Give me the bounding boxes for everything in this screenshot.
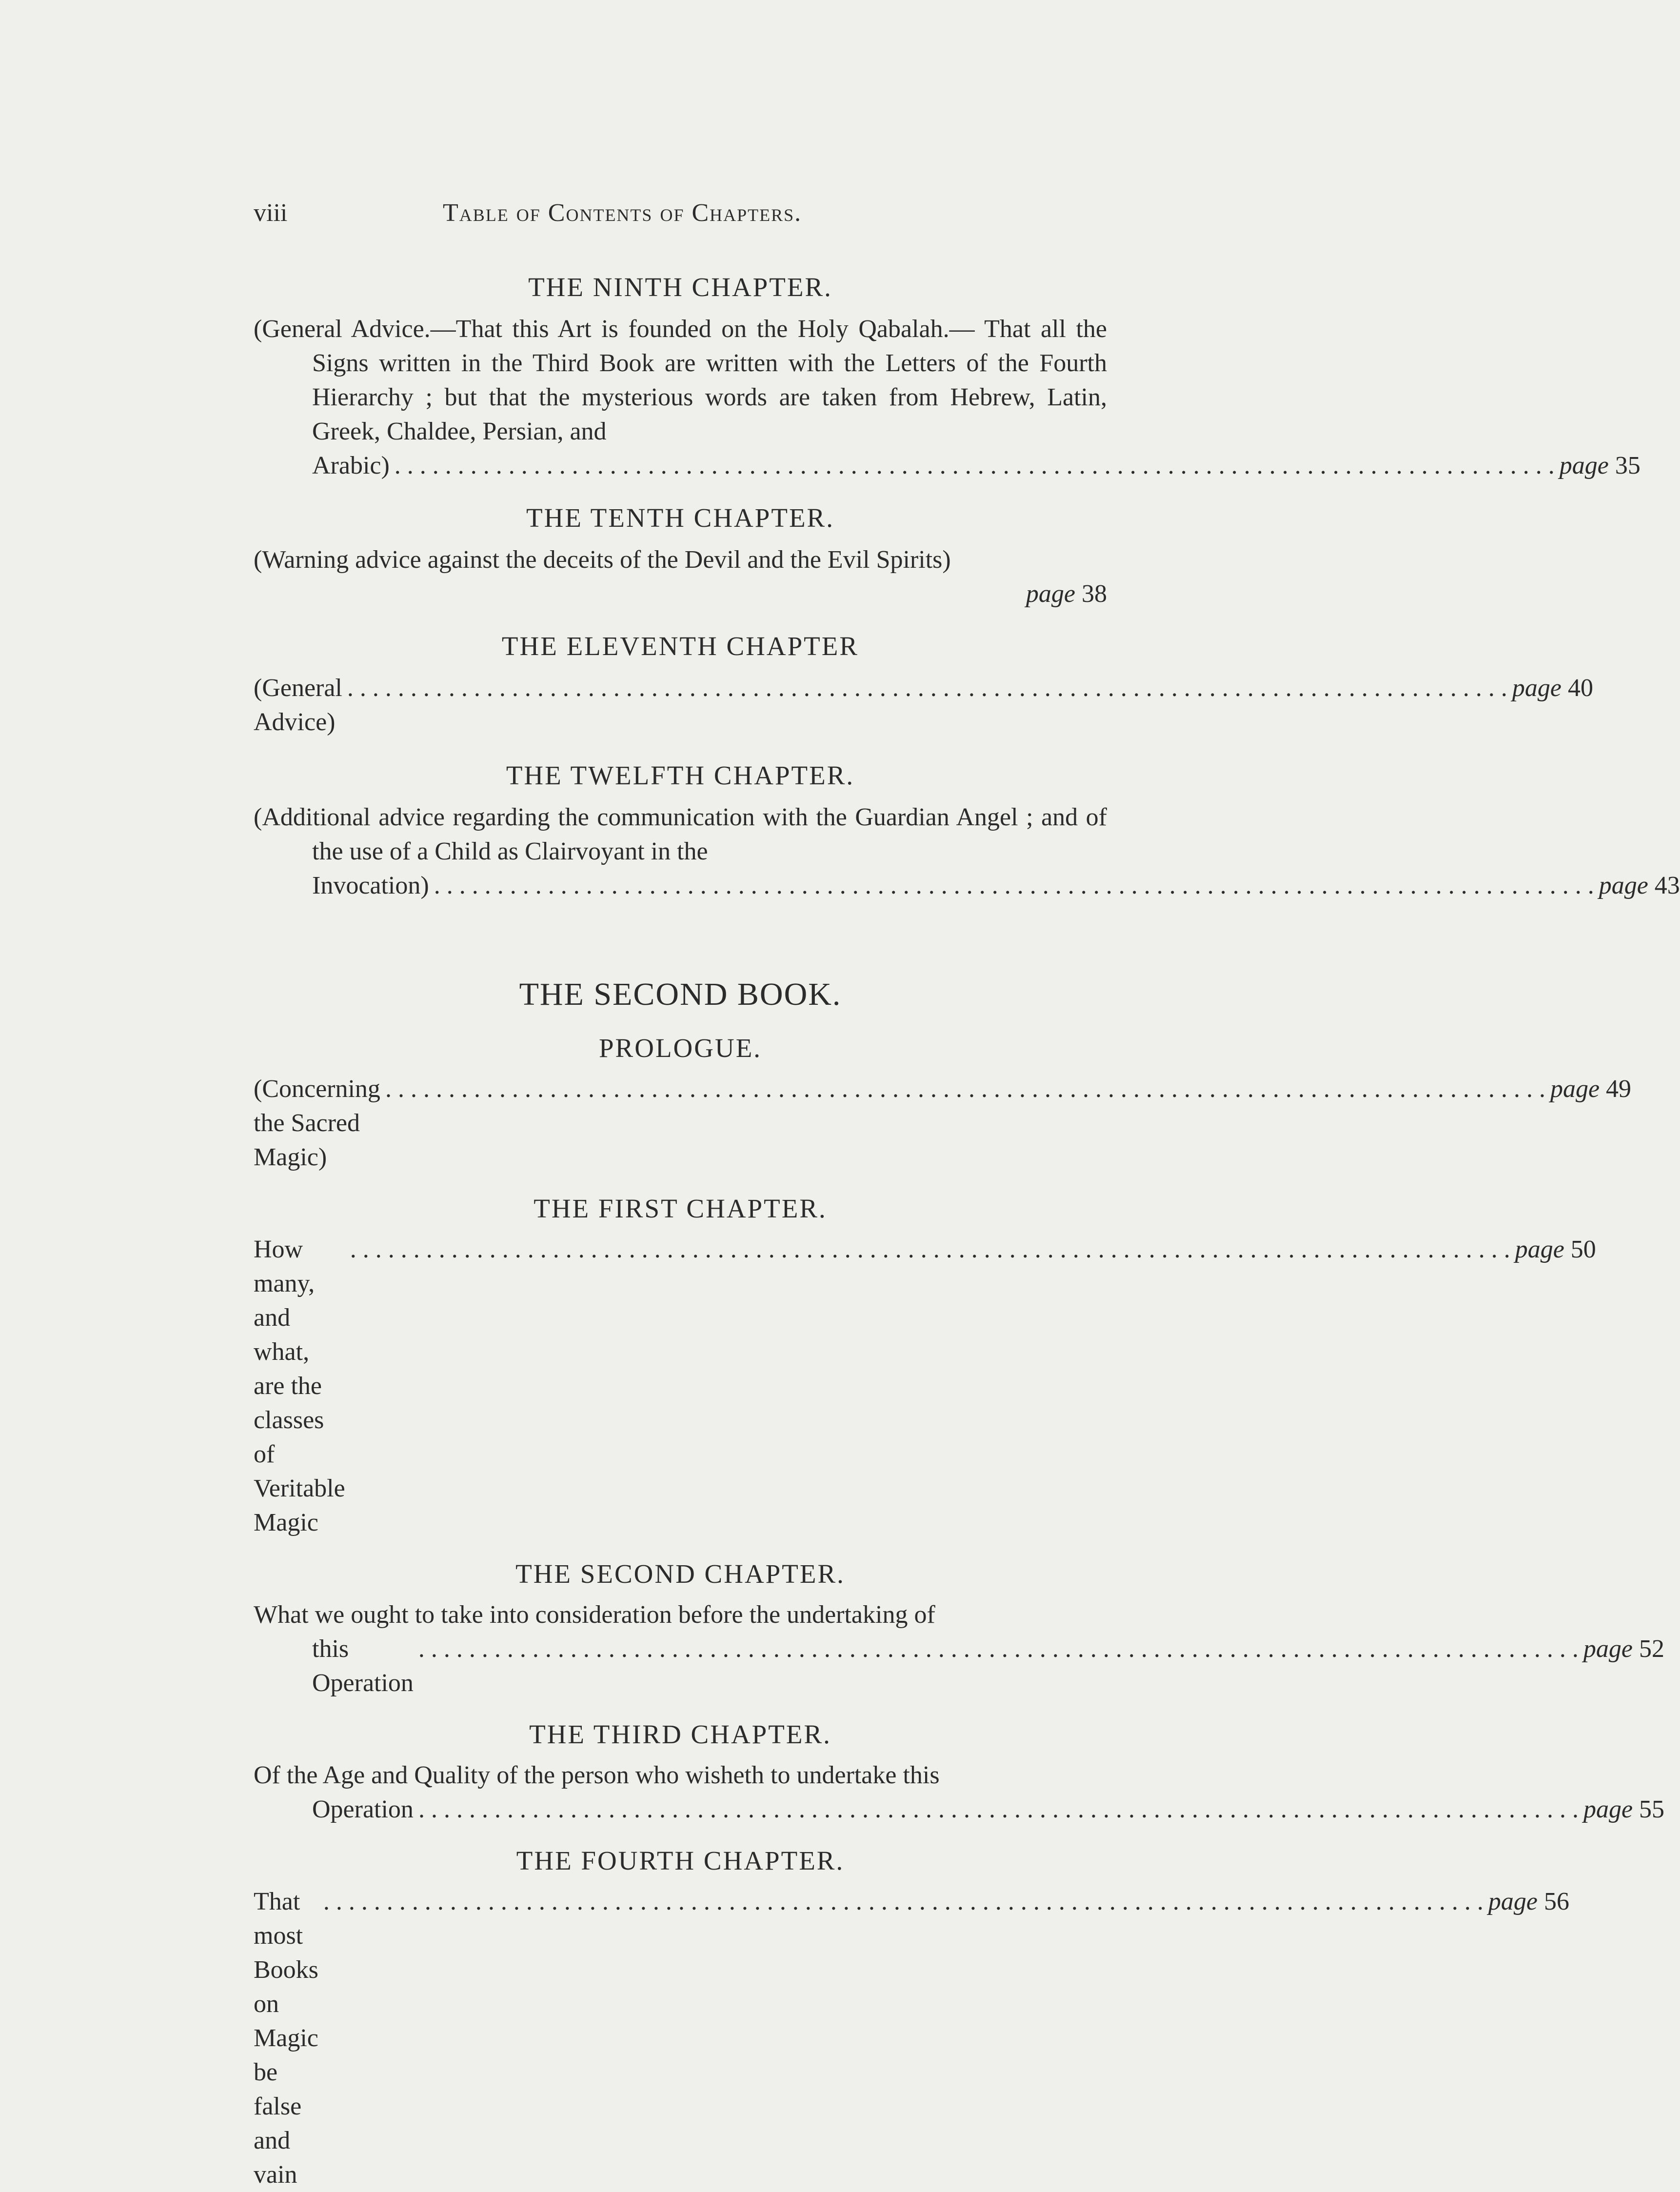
page-reference [1583, 1793, 1664, 1827]
page-value: 38 [1082, 580, 1107, 608]
dot-leader: . . . . . . . . . . . . . . . . . . . . . . . . . . . . . . . . . . . . . . . . . . . . . . . . . . . . . . . . . . . . . . . . . . . . . . . . . . . . . . . . . . . . . . . . . . . . [350, 1235, 1510, 1263]
toc-entry-second [254, 1598, 1665, 1700]
page-label: page [1583, 1795, 1633, 1823]
toc-entry-prologue [254, 1072, 1632, 1175]
page-value: 40 [1567, 674, 1593, 702]
chapter-heading-ninth: THE NINTH CHAPTER. [528, 272, 832, 302]
chapter-heading-twelfth: THE TWELFTH CHAPTER. [506, 760, 855, 790]
dot-leader: . . . . . . . . . . . . . . . . . . . . . . . . . . . . . . . . . . . . . . . . . . . . . . . . . . . . . . . . . . . . . . . . . . . . . . . . . . . . . . . . . . . . . . . . . . . . [385, 1075, 1545, 1103]
toc-entry-eleventh [254, 671, 1593, 739]
chapter-heading-fourth: THE FOURTH CHAPTER. [516, 1846, 845, 1875]
toc-page [254, 193, 1680, 2192]
dot-leader: . . . . . . . . . . . . . . . . . . . . . . . . . . . . . . . . . . . . . . . . . . . . . . . . . . . . . . . . . . . . . . . . . . . . . . . . . . . . . . . . . . . . . . . . . . . . [418, 1635, 1579, 1663]
chapter-heading-tenth: THE TENTH CHAPTER. [526, 503, 834, 533]
entry-last-line: That most Books on Magic be false and vain [254, 1888, 318, 2189]
page-reference [1488, 1885, 1569, 1919]
chapter-heading-eleventh: THE ELEVENTH CHAPTER [501, 631, 859, 661]
page-reference [1512, 671, 1593, 705]
running-title: Table of Contents of Chapters. [443, 199, 802, 227]
chapter-heading-first: THE FIRST CHAPTER. [534, 1194, 827, 1223]
dot-leader: . . . . . . . . . . . . . . . . . . . . . . . . . . . . . . . . . . . . . . . . . . . . . . . . . . . . . . . . . . . . . . . . . . . . . . . . . . . . . . . . . . . . . . . . . . . . [347, 674, 1507, 702]
chapter-heading-prologue: PROLOGUE. [598, 1033, 762, 1063]
dot-leader: . . . . . . . . . . . . . . . . . . . . . . . . . . . . . . . . . . . . . . . . . . . . . . . . . . . . . . . . . . . . . . . . . . . . . . . . . . . . . . . . . . . . . . . . . . . . [323, 1888, 1483, 1915]
page-value: 55 [1639, 1795, 1665, 1823]
toc-entry-ninth [254, 312, 1640, 483]
page-value: 50 [1570, 1235, 1596, 1263]
entry-text: (Additional advice regarding the communication with the Guardian Angel ; and of the use of a Child as Clairvoyant in the [254, 803, 1107, 865]
chapter-heading-second: THE SECOND CHAPTER. [515, 1559, 845, 1589]
entry-last-line: (General Advice) [254, 674, 342, 736]
page-label: page [1026, 580, 1075, 608]
entry-text: Of the Age and Quality of the person who wisheth to undertake this [254, 1761, 940, 1789]
chapter-heading-third: THE THIRD CHAPTER. [529, 1719, 831, 1749]
toc-entry-first [254, 1233, 1596, 1540]
toc-entry-twelfth [254, 800, 1680, 903]
page-value: 56 [1544, 1888, 1570, 1915]
page-reference [1026, 580, 1107, 608]
page-label: page [1515, 1235, 1564, 1263]
page-value: 49 [1606, 1075, 1632, 1103]
page-number: viii [254, 199, 288, 227]
page-label: page [1488, 1888, 1538, 1915]
entry-last-line: How many, and what, are the classes of Veritable Magic [254, 1235, 345, 1536]
entry-last-line: Invocation) [312, 872, 429, 899]
toc-entry-fourth [254, 1885, 1570, 2192]
page-value: 52 [1639, 1635, 1665, 1663]
page-reference [1583, 1632, 1664, 1666]
page-label: page [1512, 674, 1561, 702]
entry-text: What we ought to take into consideration before the undertaking of [254, 1601, 935, 1629]
entry-text: (Warning advice against the deceits of the Devil and the Evil Spirits) [254, 546, 951, 574]
dot-leader: . . . . . . . . . . . . . . . . . . . . . . . . . . . . . . . . . . . . . . . . . . . . . . . . . . . . . . . . . . . . . . . . . . . . . . . . . . . . . . . . . . . . . . . . . . . . [418, 1795, 1579, 1823]
page-reference [1550, 1072, 1631, 1106]
page-reference [1560, 449, 1640, 483]
page-label: page [1550, 1075, 1600, 1103]
page-label: page [1599, 872, 1648, 899]
entry-text: (General Advice.—That this Art is founded on the Holy Qabalah.— That all the Signs written in the Third Book are written with the Letters of the Fourth Hierarchy ; but that the mysterious words are taken from Hebrew, Latin, Greek, Chaldee, Persian, and [254, 315, 1107, 445]
page-value: 43 [1654, 872, 1680, 899]
page-reference [1515, 1233, 1596, 1267]
page-label: page [1559, 452, 1609, 479]
entry-last-line: Arabic) [312, 452, 390, 479]
entry-last-line: (Concerning the Sacred Magic) [254, 1075, 380, 1171]
page-value: 35 [1615, 452, 1640, 479]
page-label: page [1583, 1635, 1633, 1663]
entry-last-line: this Operation [312, 1635, 414, 1697]
page-reference [1599, 869, 1680, 903]
dot-leader: . . . . . . . . . . . . . . . . . . . . . . . . . . . . . . . . . . . . . . . . . . . . . . . . . . . . . . . . . . . . . . . . . . . . . . . . . . . . . . . . . . . . . . . . . . . . [434, 872, 1594, 899]
book-heading-second: THE SECOND BOOK. [519, 976, 842, 1012]
running-head [254, 193, 1107, 237]
dot-leader: . . . . . . . . . . . . . . . . . . . . . . . . . . . . . . . . . . . . . . . . . . . . . . . . . . . . . . . . . . . . . . . . . . . . . . . . . . . . . . . . . . . . . . . . . . . . [394, 452, 1555, 479]
toc-entry-third [254, 1758, 1665, 1827]
entry-last-line: Operation [312, 1795, 414, 1823]
toc-entry-tenth [254, 543, 1107, 611]
